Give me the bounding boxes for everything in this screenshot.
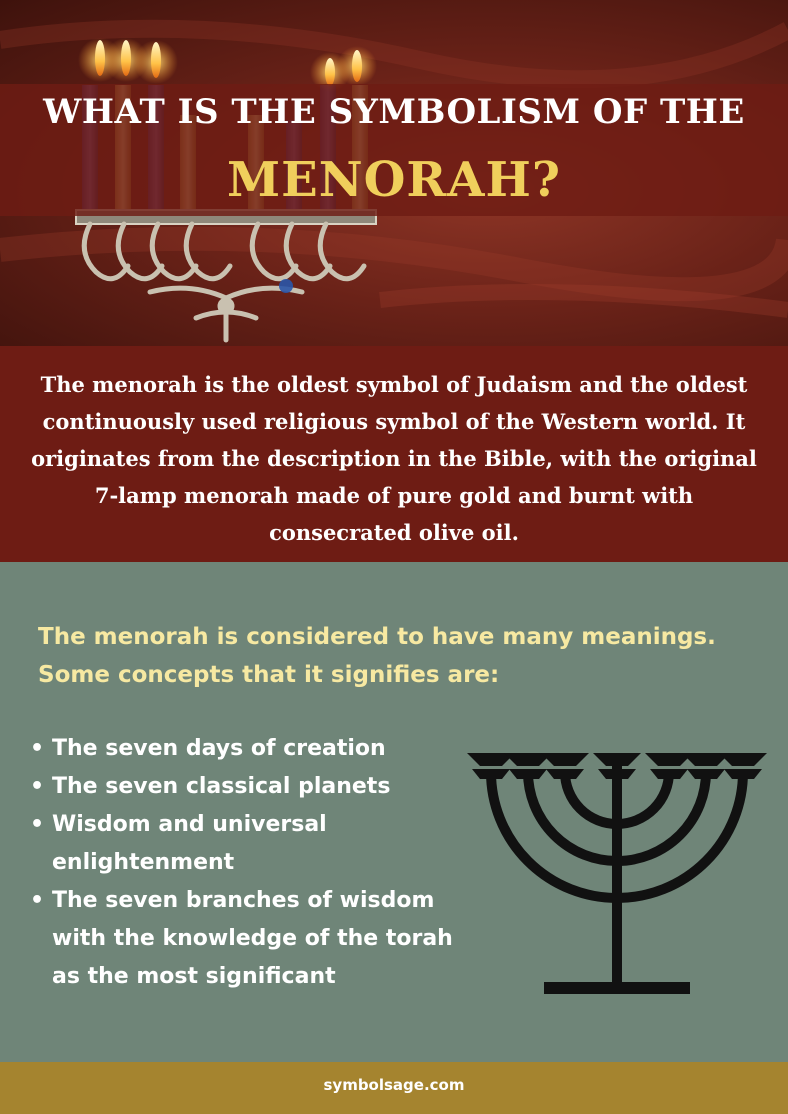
bullet-dot: •	[30, 736, 45, 761]
list-item-text: The seven classical planets	[52, 774, 391, 799]
list-item	[30, 882, 470, 996]
page-title-highlight: MENORAH?	[226, 152, 561, 208]
meanings-section	[0, 562, 788, 1062]
concept-list	[30, 730, 470, 996]
hero-banner	[0, 0, 788, 346]
meanings-lead: The menorah is considered to have many meanings. Some concepts that it signifies are:	[38, 624, 716, 688]
list-item-text: The seven branches of wisdom with the knowledge of the torah as the most significant	[52, 888, 453, 989]
bullet-dot: •	[30, 812, 45, 837]
site-credit: symbolsage.com	[323, 1076, 465, 1094]
list-item	[30, 730, 470, 768]
page-title: WHAT IS THE SYMBOLISM OF THE	[43, 92, 745, 132]
bullet-dot: •	[30, 888, 45, 913]
intro-paragraph: The menorah is the oldest symbol of Judaism and the oldest continuously used religious symbol of the Western world. It originates from the description in the Bible, with the original 7-lamp menorah made of pure gold and burnt with consecrated olive oil.	[31, 372, 757, 545]
intro-section	[0, 346, 788, 562]
footer	[0, 1062, 788, 1114]
bullet-dot: •	[30, 774, 45, 799]
list-item	[30, 768, 470, 806]
list-item	[30, 806, 470, 882]
menorah-silhouette-icon	[462, 750, 772, 1008]
list-item-text: Wisdom and universal enlightenment	[52, 812, 327, 875]
list-item-text: The seven days of creation	[52, 736, 386, 761]
